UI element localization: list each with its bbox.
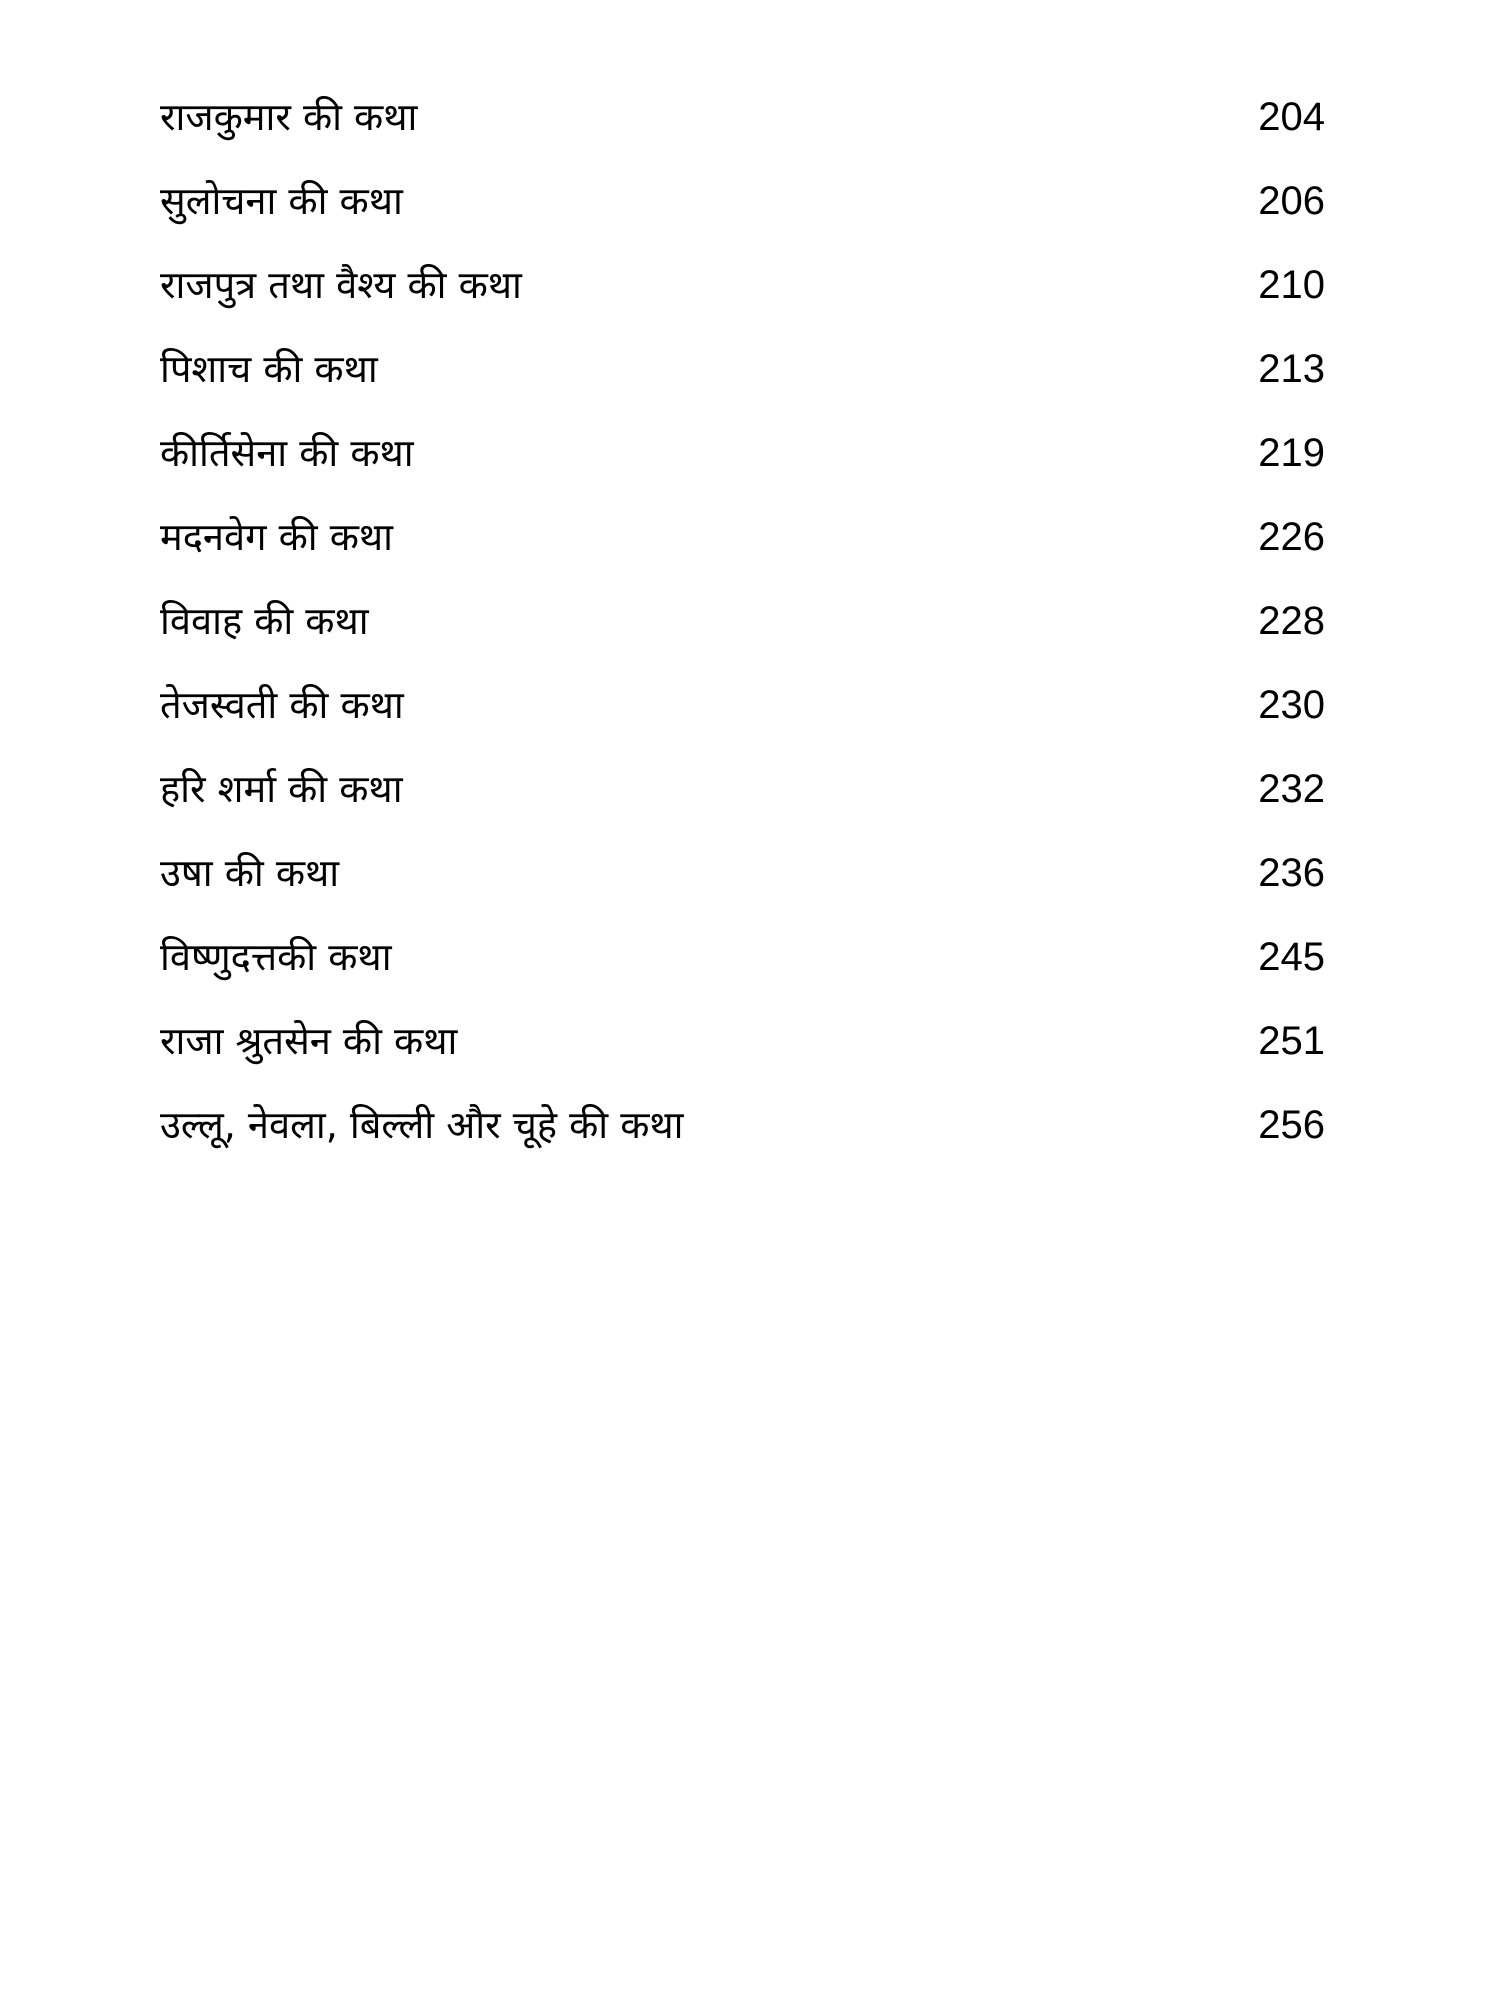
toc-entry-title: विवाह की कथा	[160, 599, 369, 643]
toc-entry-title: उषा की कथा	[160, 851, 340, 895]
toc-entry-title: मदनवेग की कथा	[160, 515, 394, 559]
toc-entry	[160, 594, 1325, 678]
toc-entry-page-number: 204	[1258, 95, 1325, 139]
toc-entry-title: कीर्तिसेना की कथा	[160, 431, 414, 475]
toc-entry	[160, 846, 1325, 930]
toc-entry-page-number: 232	[1258, 767, 1325, 811]
toc-entry	[160, 678, 1325, 762]
toc-entry	[160, 1014, 1325, 1098]
toc-entry	[160, 930, 1325, 1014]
toc-entry-page-number: 228	[1258, 599, 1325, 643]
toc-entry-page-number: 230	[1258, 683, 1325, 727]
table-of-contents	[160, 90, 1325, 1182]
toc-entry-page-number: 226	[1258, 515, 1325, 559]
toc-entry	[160, 510, 1325, 594]
toc-entry-page-number: 256	[1258, 1103, 1325, 1147]
toc-entry	[160, 342, 1325, 426]
toc-entry-title: विष्णुदत्तकी कथा	[160, 935, 392, 979]
toc-entry-title: सुलोचना की कथा	[160, 179, 403, 223]
toc-entry-page-number: 210	[1258, 263, 1325, 307]
toc-entry	[160, 258, 1325, 342]
toc-entry-title: राजपुत्र तथा वैश्य की कथा	[160, 263, 522, 307]
toc-entry	[160, 426, 1325, 510]
toc-entry-title: उल्लू, नेवला, बिल्ली और चूहे की कथा	[160, 1103, 684, 1147]
toc-entry-title: पिशाच की कथा	[160, 347, 378, 391]
toc-entry-page-number: 245	[1258, 935, 1325, 979]
toc-entry-title: राजकुमार की कथा	[160, 95, 418, 139]
toc-entry-title: तेजस्वती की कथा	[160, 683, 404, 727]
toc-entry	[160, 762, 1325, 846]
toc-entry-page-number: 206	[1258, 179, 1325, 223]
toc-entry-title: राजा श्रुतसेन की कथा	[160, 1019, 458, 1063]
toc-entry	[160, 90, 1325, 174]
toc-entry	[160, 1098, 1325, 1182]
toc-entry	[160, 174, 1325, 258]
toc-entry-page-number: 251	[1258, 1019, 1325, 1063]
toc-entry-page-number: 213	[1258, 347, 1325, 391]
toc-entry-page-number: 219	[1258, 431, 1325, 475]
toc-entry-page-number: 236	[1258, 851, 1325, 895]
toc-entry-title: हरि शर्मा की कथा	[160, 767, 403, 811]
